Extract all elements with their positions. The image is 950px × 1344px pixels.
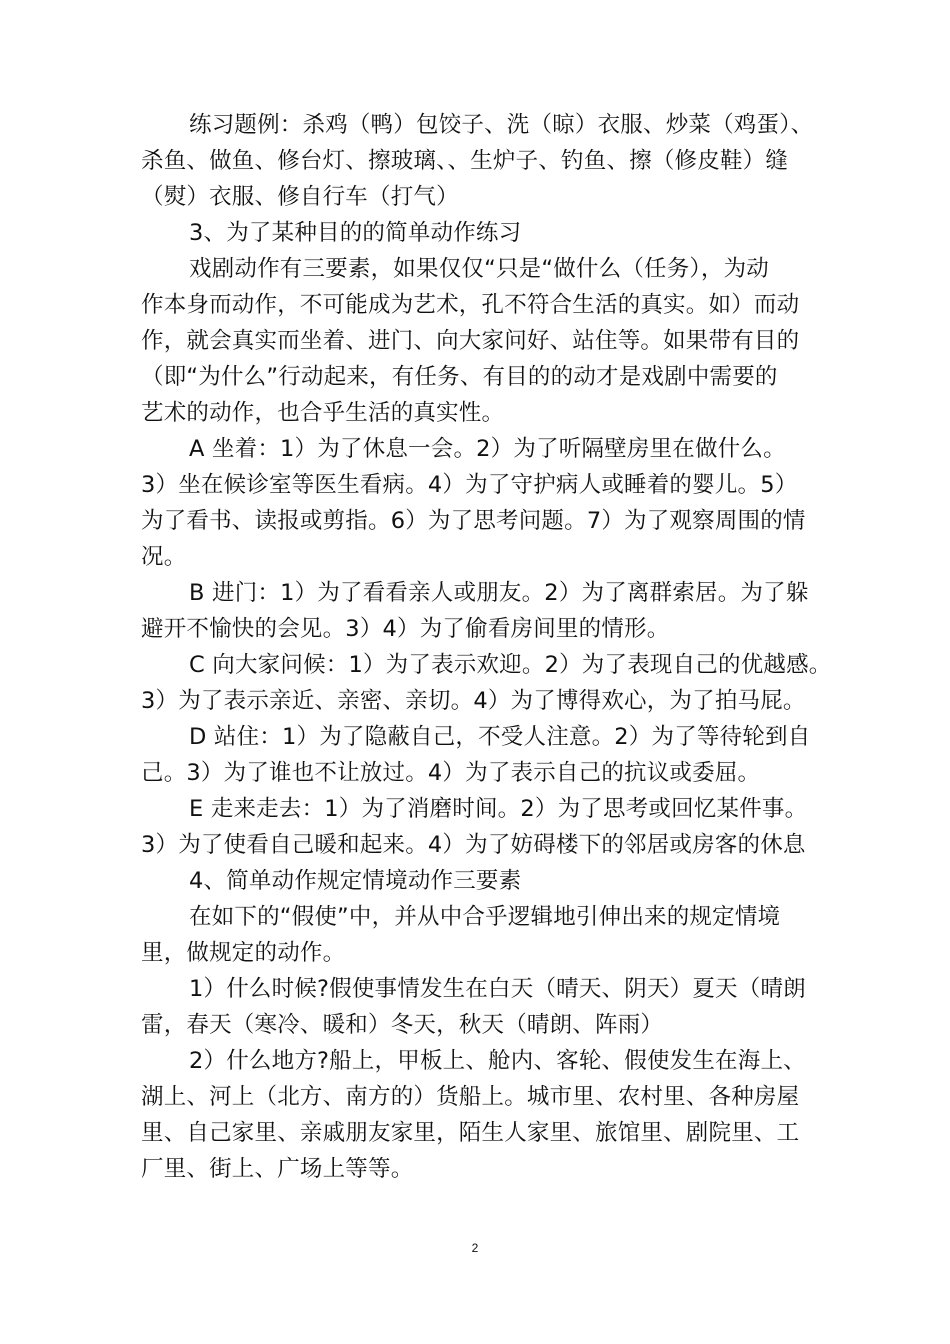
- text-line: A 坐着：1）为了休息一会。2）为了听隔壁房里在做什么。: [189, 436, 786, 462]
- text-line: 为了看书、读报或剪指。6）为了思考问题。7）为了观察周围的情: [141, 508, 806, 534]
- text-line: 练习题例：杀鸡（鸭）包饺子、洗（晾）衣服、炒菜（鸡蛋）、: [189, 112, 814, 138]
- text-line: （即“为什么”行动起来，有任务、有目的的动才是戏剧中需要的: [141, 364, 778, 390]
- text-line: 3）坐在候诊室等医生看病。4）为了守护病人或睡着的婴儿。5）: [141, 472, 798, 498]
- section-heading: 4、简单动作规定情境动作三要素: [189, 868, 522, 894]
- text-line: 避开不愉快的会见。3）4）为了偷看房间里的情形。: [141, 616, 670, 642]
- text-line: 里，做规定的动作。: [141, 940, 346, 966]
- text-line: 湖上、河上（北方、南方的）货船上。城市里、农村里、各种房屋: [141, 1084, 800, 1110]
- text-line: 戏剧动作有三要素，如果仅仅“只是“做什么（任务），为动: [189, 256, 769, 282]
- text-line: D 站住：1）为了隐蔽自己，不受人注意。2）为了等待轮到自: [189, 724, 811, 750]
- text-line: 况。: [141, 544, 187, 570]
- text-line: 作，就会真实而坐着、进门、向大家问好、站住等。如果带有目的: [141, 328, 800, 354]
- text-line: 艺术的动作，也合乎生活的真实性。: [141, 400, 505, 426]
- text-line: 1）什么时候?假使事情发生在白天（晴天、阴天）夏天（晴朗: [189, 976, 806, 1002]
- text-line: （熨）衣服、修自行车（打气）: [141, 184, 459, 210]
- text-line: 2）什么地方?船上，甲板上、舱内、客轮、假使发生在海上、: [189, 1048, 806, 1074]
- text-line: 己。3）为了谁也不让放过。4）为了表示自己的抗议或委屈。: [141, 760, 761, 786]
- text-line: E 走来走去：1）为了消磨时间。2）为了思考或回忆某件事。: [189, 796, 808, 822]
- text-line: 厂里、街上、广场上等等。: [141, 1156, 414, 1182]
- text-line: 作本身而动作，不可能成为艺术，孔不符合生活的真实。如）而动: [141, 292, 800, 318]
- text-line: 3）为了使看自己暖和起来。4）为了妨碍楼下的邻居或房客的休息: [141, 832, 806, 858]
- text-line: 在如下的“假使”中，并从中合乎逻辑地引伸出来的规定情境: [189, 904, 781, 930]
- text-line: C 向大家问候：1）为了表示欢迎。2）为了表现自己的优越感。: [189, 652, 832, 678]
- text-line: B 进门：1）为了看看亲人或朋友。2）为了离群索居。为了躲: [189, 580, 809, 606]
- text-line: 里、自己家里、亲戚朋友家里，陌生人家里、旅馆里、剧院里、工: [141, 1120, 800, 1146]
- text-line: 3）为了表示亲近、亲密、亲切。4）为了博得欢心，为了拍马屁。: [141, 688, 806, 714]
- section-heading: 3、为了某种目的的简单动作练习: [189, 220, 522, 246]
- text-line: 雷，春天（寒冷、暖和）冬天，秋天（晴朗、阵雨）: [141, 1012, 664, 1038]
- text-line: 杀鱼、做鱼、修台灯、擦玻璃、、生炉子、钓鱼、擦（修皮鞋）缝: [141, 148, 789, 174]
- page-number: 2: [471, 1241, 479, 1255]
